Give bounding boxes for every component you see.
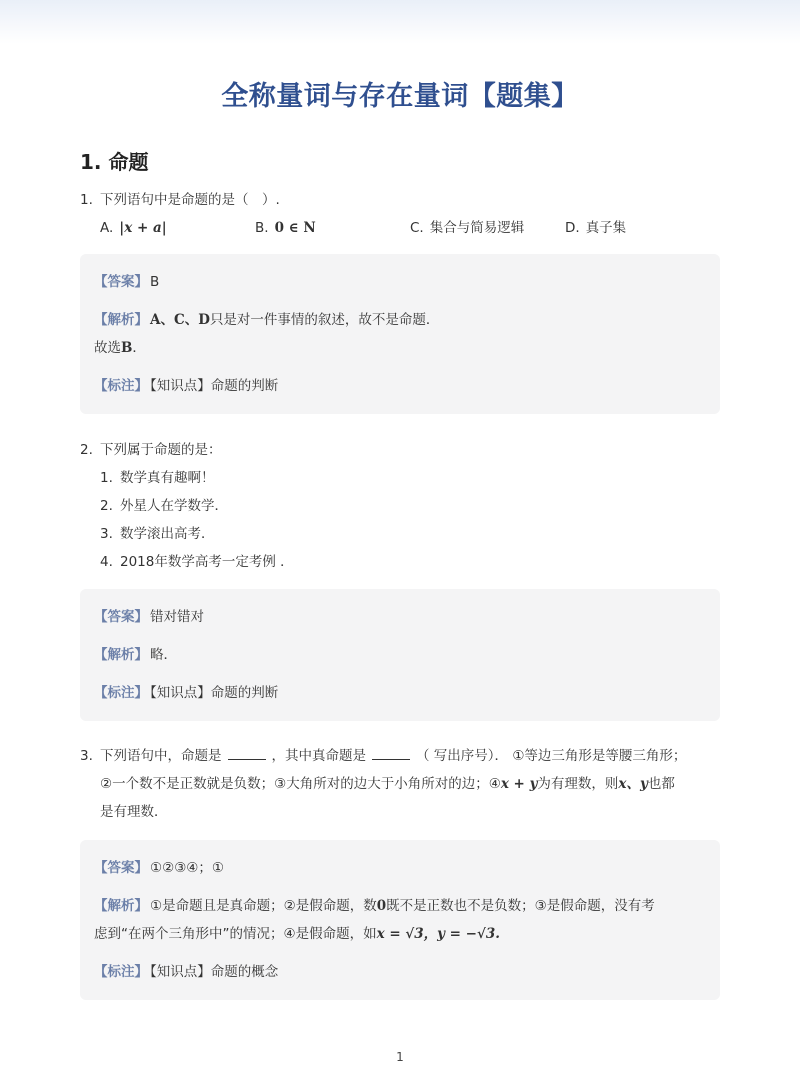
- answer-box-2: [80, 589, 720, 721]
- analysis-row: 【解析】 略．: [94, 647, 177, 663]
- section-heading: 1. 命题: [80, 150, 149, 174]
- note-tag: 【标注】: [94, 378, 148, 394]
- question-number: 1.: [80, 192, 93, 208]
- note-value: 【知识点】命题的判断: [150, 685, 279, 701]
- analysis-row: 【解析】 A、C、D只是对一件事情的叙述，故不是命题． 故选B．: [94, 312, 440, 356]
- list-item: 2. 外星人在学数学．: [100, 498, 228, 514]
- option-c[interactable]: C. 集合与简易逻辑: [410, 220, 525, 236]
- question-2: [80, 436, 720, 576]
- note-row: [94, 372, 706, 400]
- answer-value: 错对错对: [150, 609, 204, 625]
- note-row: [94, 679, 706, 707]
- answer-box-1: [80, 254, 720, 414]
- note-value: 【知识点】命题的概念: [150, 964, 279, 980]
- question-1: [80, 186, 720, 242]
- question-3: 3. 下列语句中，命题是 ，其中真命题是 （ 写出序号）． ①等边三角形是等腰三角形； ②一个数不是正数就是负数；③大角所对的边大于小角所对的边；④x + y为有理数，则x、y也都 是有理数．: [80, 742, 720, 826]
- options-row: [80, 214, 720, 242]
- analysis-row: 【解析】 ①是命题且是真命题；②是假命题，数0既不是正数也不是负数；③是假命题，没有考 虑到“在两个三角形中”的情况；④是假命题，如x = √3，y = −√3.: [94, 898, 655, 942]
- list-item: 3. 数学滚出高考．: [100, 526, 215, 542]
- answer-blank[interactable]: [228, 746, 266, 760]
- note-value: 【知识点】命题的判断: [150, 378, 279, 394]
- question-number: 3.: [80, 748, 93, 764]
- list-item: 4. 2018年数学高考一定考例 ．: [100, 554, 294, 570]
- note-row: [94, 958, 706, 986]
- question-2-stem: [80, 436, 720, 464]
- answer-row: [94, 268, 706, 296]
- top-header-band: [0, 0, 800, 44]
- answer-value: B: [150, 274, 160, 290]
- question-text: 下列语句中是命题的是（ ）.: [100, 192, 280, 208]
- analysis-tag: 【解析】: [94, 898, 148, 914]
- question-3-stem: 3. 下列语句中，命题是 ，其中真命题是 （ 写出序号）． ①等边三角形是等腰三角形；: [80, 742, 720, 770]
- list-item: 1. 数学真有趣啊！: [100, 470, 215, 486]
- answer-row: [94, 854, 706, 882]
- answer-row: [94, 603, 706, 631]
- answer-tag: 【答案】: [94, 609, 148, 625]
- note-tag: 【标注】: [94, 964, 148, 980]
- answer-box-3: [80, 840, 720, 1000]
- answer-tag: 【答案】: [94, 274, 148, 290]
- analysis-tag: 【解析】: [94, 312, 148, 328]
- question-text: 下列属于命题的是：: [100, 442, 222, 458]
- answer-value: ①②③④；①: [150, 860, 225, 876]
- document-title: 全称量词与存在量词【题集】: [221, 81, 579, 112]
- option-a[interactable]: A. |x + a|: [100, 220, 167, 236]
- option-d[interactable]: D. 真子集: [565, 220, 627, 236]
- answer-tag: 【答案】: [94, 860, 148, 876]
- analysis-tag: 【解析】: [94, 647, 148, 663]
- answer-blank[interactable]: [372, 746, 410, 760]
- page-number: 1: [396, 1050, 404, 1064]
- question-number: 2.: [80, 442, 93, 458]
- option-b[interactable]: B. 0 ∈ N: [255, 220, 316, 236]
- question-1-stem: [80, 186, 720, 214]
- note-tag: 【标注】: [94, 685, 148, 701]
